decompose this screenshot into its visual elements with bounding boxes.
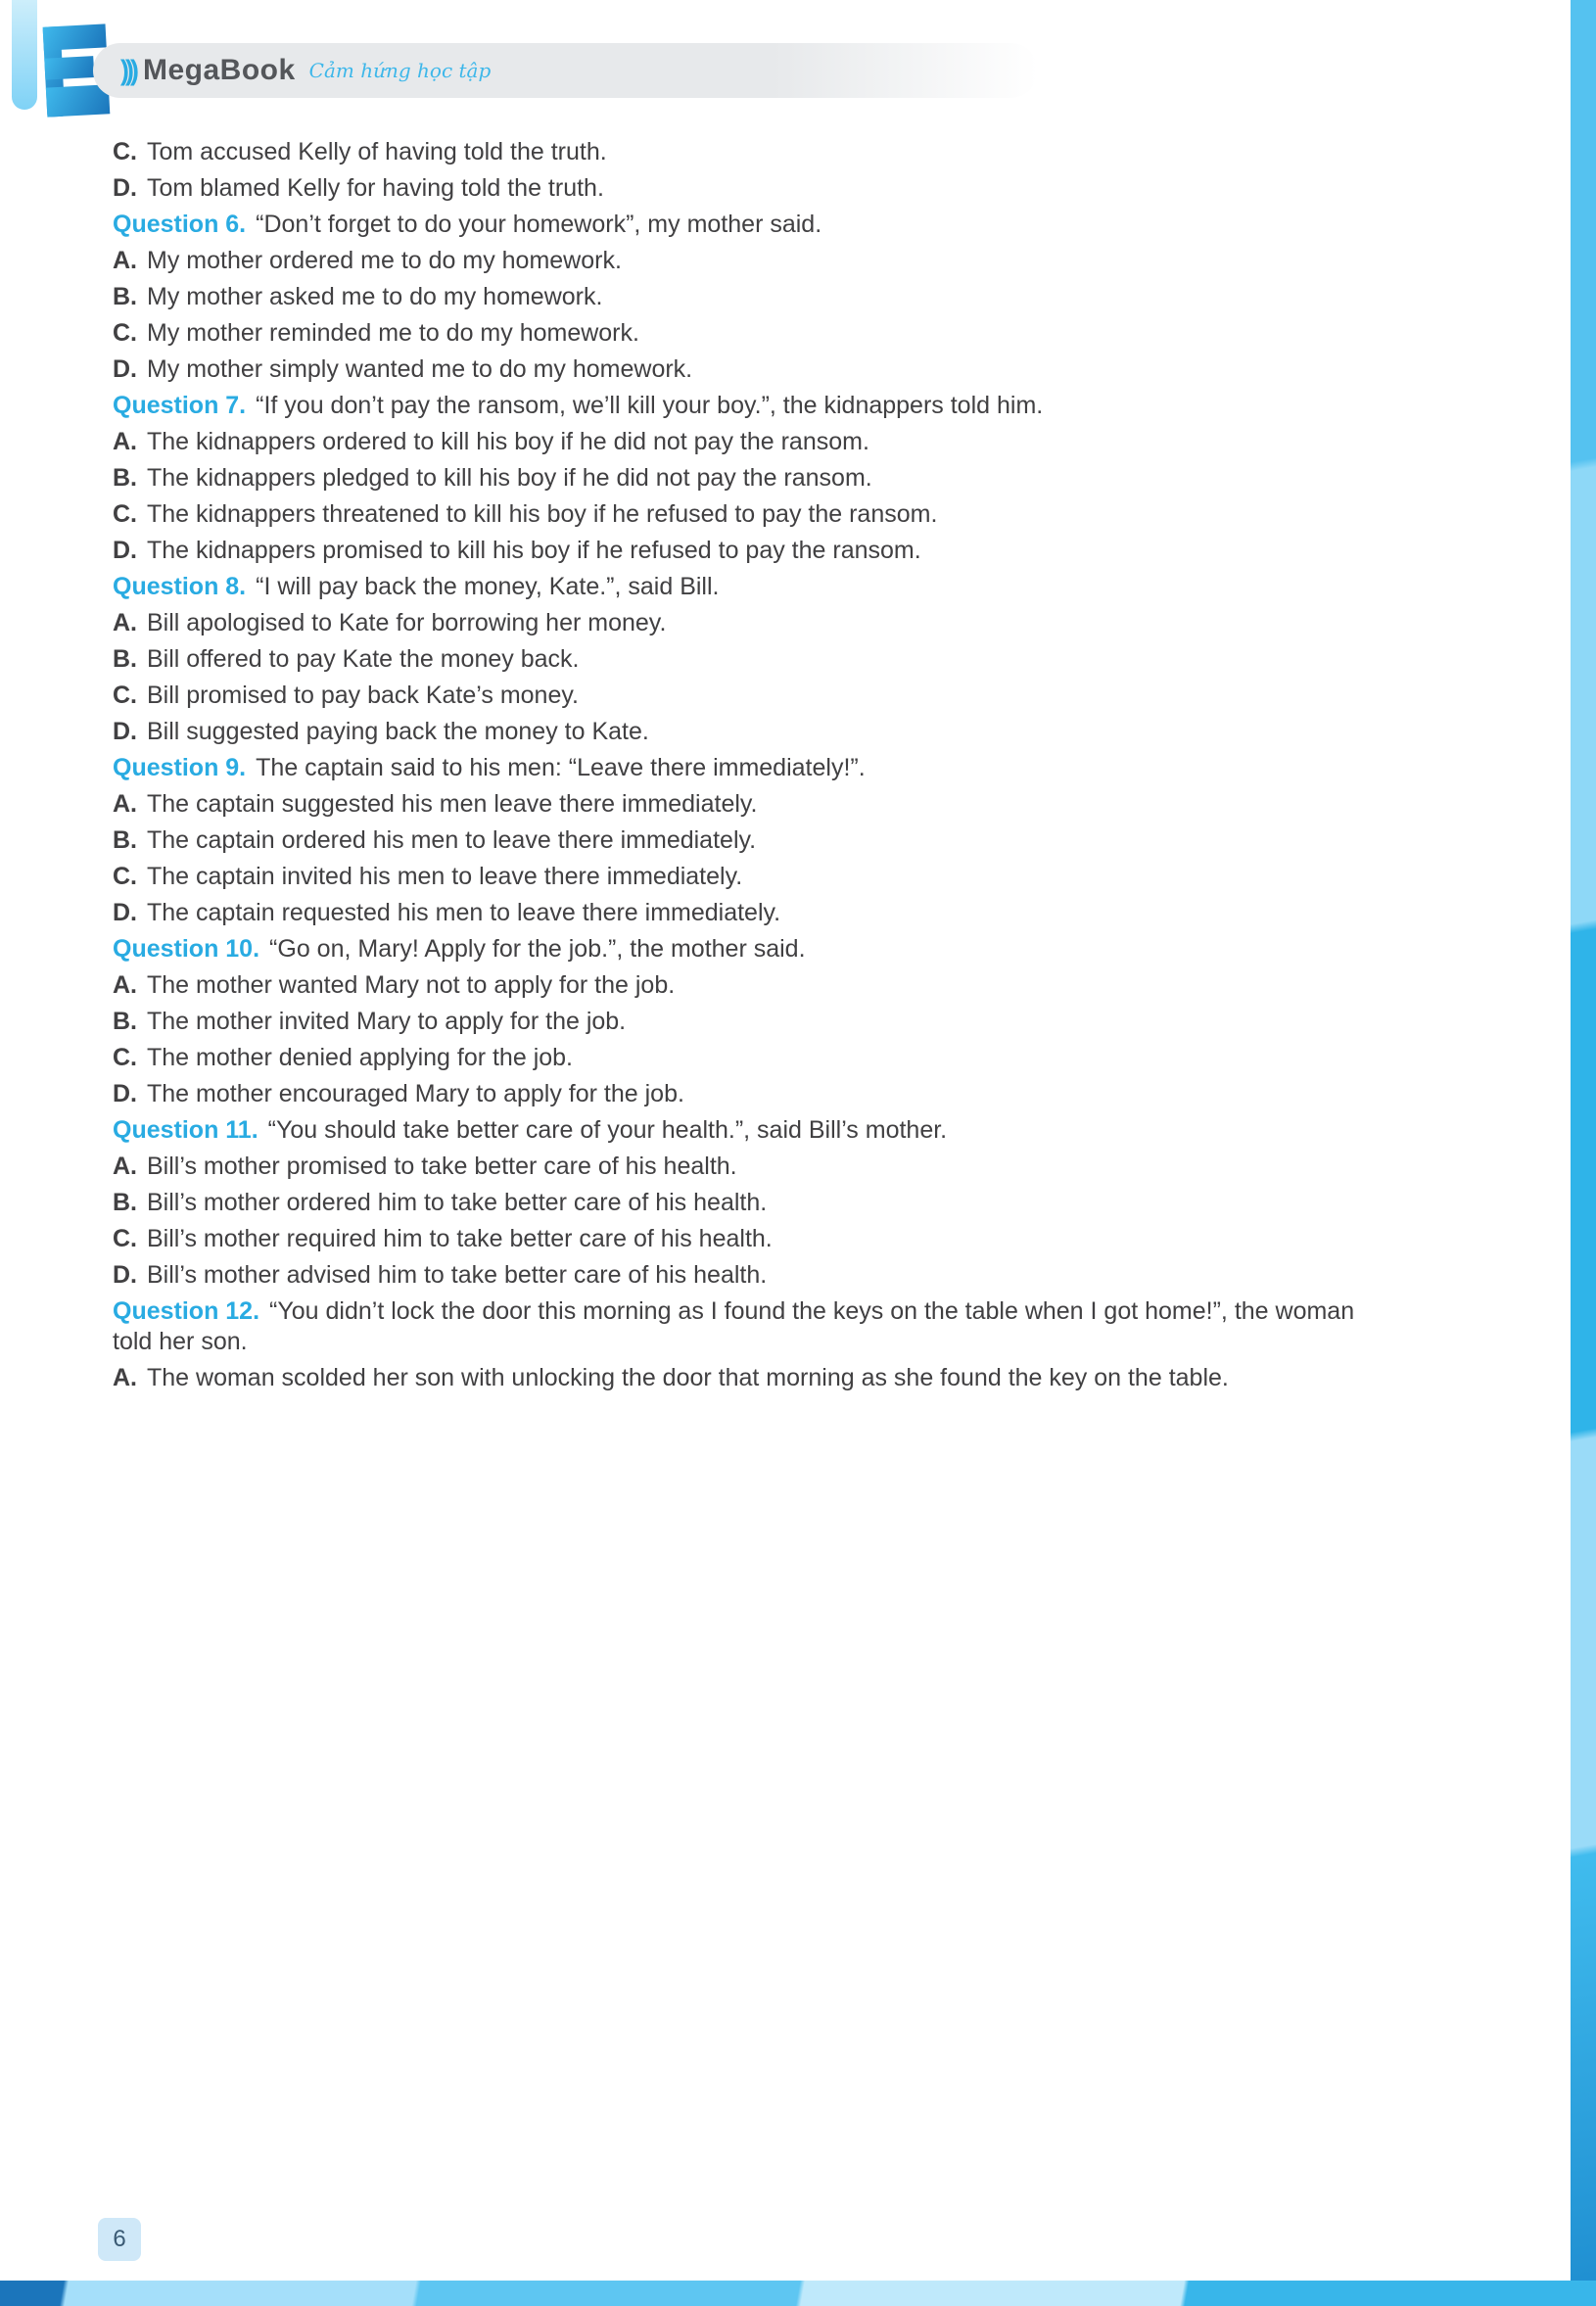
option-text: The mother wanted Mary not to apply for the job. <box>147 971 676 999</box>
answer-option <box>113 318 1376 349</box>
answer-option <box>113 1224 1376 1254</box>
question-prompt <box>113 934 1376 965</box>
option-text: The captain requested his men to leave there immediately. <box>147 899 781 926</box>
question-prompt <box>113 391 1376 421</box>
option-text: The kidnappers promised to kill his boy if he refused to pay the ransom. <box>147 537 921 564</box>
option-letter: C. <box>113 863 137 890</box>
question-label: Question 6. <box>113 211 247 238</box>
question-text: “You should take better care of your health.”, said Bill’s mother. <box>267 1116 948 1144</box>
option-letter: A. <box>113 609 137 636</box>
answer-option <box>113 862 1376 892</box>
answer-option <box>113 644 1376 675</box>
question-text: The captain said to his men: “Leave there immediately!”. <box>256 754 866 781</box>
question-label: Question 12. <box>113 1297 260 1325</box>
question-block <box>113 1115 1376 1291</box>
option-text: Bill’s mother advised him to take better care of his health. <box>147 1261 768 1289</box>
question-block <box>113 391 1376 566</box>
option-text: Bill apologised to Kate for borrowing her money. <box>147 609 667 636</box>
option-text: The captain invited his men to leave there immediately. <box>147 863 743 890</box>
option-text: My mother asked me to do my homework. <box>147 283 603 310</box>
answer-option <box>113 1079 1376 1109</box>
question-text: “Don’t forget to do your homework”, my mother said. <box>256 211 822 238</box>
option-letter: A. <box>113 790 137 818</box>
answer-option <box>113 1260 1376 1291</box>
option-letter: B. <box>113 1008 137 1035</box>
question-block <box>113 753 1376 928</box>
question-text: “If you don’t pay the ransom, we’ll kill your boy.”, the kidnappers told him. <box>256 392 1044 419</box>
option-text: Bill’s mother ordered him to take better care of his health. <box>147 1189 768 1216</box>
option-letter: A. <box>113 247 137 274</box>
option-letter: B. <box>113 1189 137 1216</box>
question-prompt <box>113 753 1376 783</box>
page-content <box>113 137 1376 1399</box>
question-text: “I will pay back the money, Kate.”, said Bill. <box>256 573 720 600</box>
answer-option <box>113 282 1376 312</box>
answer-option <box>113 608 1376 638</box>
question-prompt <box>113 1296 1376 1357</box>
option-letter: A. <box>113 971 137 999</box>
option-text: Bill offered to pay Kate the money back. <box>147 645 580 673</box>
option-text: Tom blamed Kelly for having told the truth. <box>147 174 604 202</box>
answer-option <box>113 246 1376 276</box>
question-label: Question 8. <box>113 573 247 600</box>
question-block <box>113 210 1376 385</box>
question-text: “Go on, Mary! Apply for the job.”, the mother said. <box>269 935 806 963</box>
option-text: My mother reminded me to do my homework. <box>147 319 639 347</box>
answer-option <box>113 717 1376 747</box>
answer-option <box>113 1152 1376 1182</box>
brand-chevrons-icon: ))) <box>120 54 135 86</box>
question-prompt <box>113 572 1376 602</box>
option-text: My mother simply wanted me to do my homework. <box>147 355 693 383</box>
option-text: The mother encouraged Mary to apply for the job. <box>147 1080 684 1107</box>
header-banner <box>93 43 1038 98</box>
answer-option <box>113 681 1376 711</box>
option-letter: B. <box>113 464 137 492</box>
option-text: The kidnappers threatened to kill his boy if he refused to pay the ransom. <box>147 500 938 528</box>
question-block <box>113 934 1376 1109</box>
answer-option <box>113 499 1376 530</box>
option-letter: A. <box>113 428 137 455</box>
option-letter: A. <box>113 1364 137 1391</box>
option-text: The mother denied applying for the job. <box>147 1044 573 1071</box>
option-letter: D. <box>113 1261 137 1289</box>
question-label: Question 10. <box>113 935 260 963</box>
option-text: The woman scolded her son with unlocking the door that morning as she found the key on the table. <box>147 1364 1229 1391</box>
question-label: Question 7. <box>113 392 247 419</box>
option-letter: C. <box>113 138 137 165</box>
question-prompt <box>113 210 1376 240</box>
option-text: Tom accused Kelly of having told the truth. <box>147 138 607 165</box>
option-text: The mother invited Mary to apply for the job. <box>147 1008 627 1035</box>
answer-option <box>113 173 1376 204</box>
question-label: Question 11. <box>113 1116 258 1144</box>
question-block <box>113 572 1376 747</box>
option-text: Bill’s mother required him to take better care of his health. <box>147 1225 773 1252</box>
answer-option <box>113 354 1376 385</box>
answer-option <box>113 463 1376 494</box>
page-number: 6 <box>98 2218 141 2261</box>
option-text: Bill promised to pay back Kate’s money. <box>147 682 579 709</box>
option-letter: C. <box>113 682 137 709</box>
option-letter: B. <box>113 826 137 854</box>
answer-option <box>113 825 1376 856</box>
option-text: The captain suggested his men leave there immediately. <box>147 790 758 818</box>
answer-option <box>113 898 1376 928</box>
option-text: Bill suggested paying back the money to Kate. <box>147 718 649 745</box>
answer-option <box>113 970 1376 1001</box>
answer-option <box>113 1007 1376 1037</box>
question-text: “You didn’t lock the door this morning as I found the keys on the table when I got home!”, the woman told her son. <box>113 1297 1355 1355</box>
option-text: Bill’s mother promised to take better care of his health. <box>147 1153 737 1180</box>
option-text: The kidnappers pledged to kill his boy if he did not pay the ransom. <box>147 464 872 492</box>
answer-option <box>113 1188 1376 1218</box>
option-letter: C. <box>113 500 137 528</box>
right-edge-bar <box>1571 0 1596 2306</box>
option-letter: A. <box>113 1153 137 1180</box>
question-label: Question 9. <box>113 754 247 781</box>
option-letter: D. <box>113 537 137 564</box>
option-text: My mother ordered me to do my homework. <box>147 247 622 274</box>
option-text: The captain ordered his men to leave there immediately. <box>147 826 757 854</box>
option-letter: B. <box>113 283 137 310</box>
corner-stripe <box>12 0 37 110</box>
option-letter: C. <box>113 319 137 347</box>
bottom-edge-bar <box>0 2281 1596 2306</box>
answer-option <box>113 789 1376 820</box>
answer-option <box>113 1363 1376 1393</box>
brand-name: MegaBook <box>142 54 296 86</box>
option-text: The kidnappers ordered to kill his boy if he did not pay the ransom. <box>147 428 869 455</box>
option-letter: B. <box>113 645 137 673</box>
option-letter: D. <box>113 718 137 745</box>
question-block <box>113 1296 1376 1393</box>
option-letter: D. <box>113 174 137 202</box>
option-letter: C. <box>113 1044 137 1071</box>
question-prompt <box>113 1115 1376 1146</box>
option-letter: D. <box>113 355 137 383</box>
option-letter: C. <box>113 1225 137 1252</box>
answer-option <box>113 137 1376 167</box>
option-letter: D. <box>113 1080 137 1107</box>
answer-option <box>113 536 1376 566</box>
answer-option <box>113 427 1376 457</box>
brand-tagline: Cảm hứng học tập <box>308 59 492 82</box>
answer-option <box>113 1043 1376 1073</box>
option-letter: D. <box>113 899 137 926</box>
